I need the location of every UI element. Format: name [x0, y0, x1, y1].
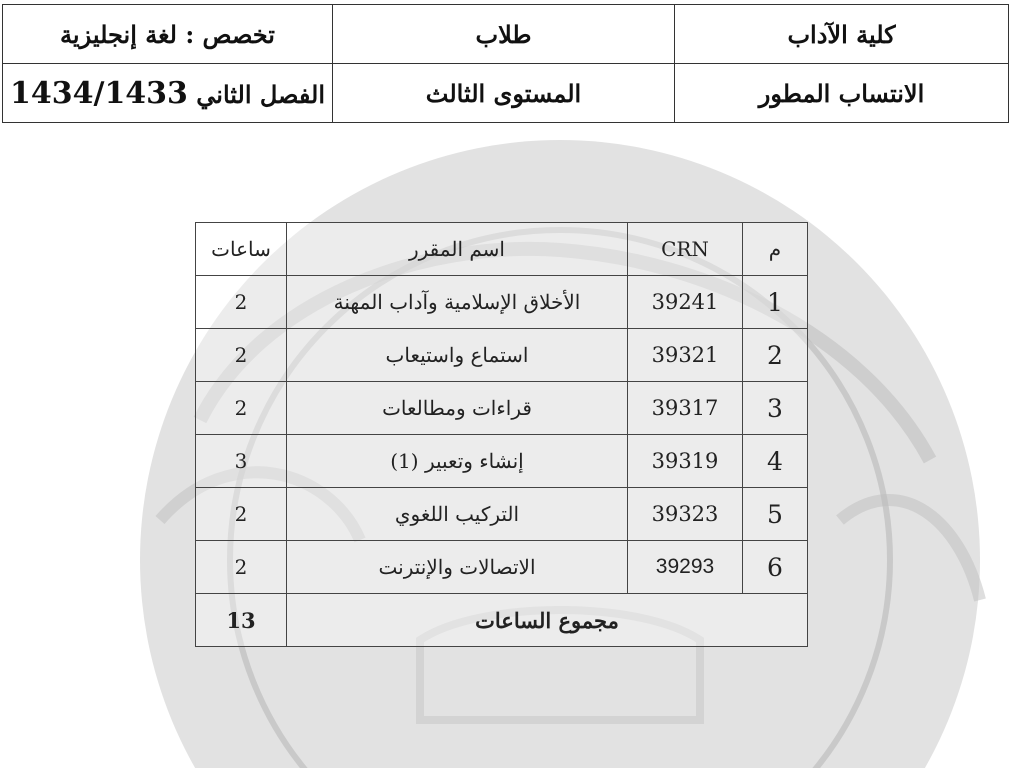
row-hours: 2	[196, 329, 287, 382]
row-index: 6	[743, 541, 808, 594]
row-index: 3	[743, 382, 808, 435]
header-row-1	[3, 5, 1009, 64]
specialization: تخصص : لغة إنجليزية	[3, 5, 333, 64]
table-row	[196, 541, 808, 594]
academic-year: 1434/1433	[9, 75, 188, 111]
row-crn: 39293	[628, 541, 743, 594]
row-crn: 39241	[628, 276, 743, 329]
row-hours: 2	[196, 276, 287, 329]
row-hours: 2	[196, 382, 287, 435]
col-header-index: م	[743, 223, 808, 276]
col-header-course-name: اسم المقرر	[287, 223, 628, 276]
col-header-crn: CRN	[628, 223, 743, 276]
semester-label: الفصل الثاني	[196, 79, 325, 109]
table-row	[196, 488, 808, 541]
row-crn: 39323	[628, 488, 743, 541]
row-crn: 39317	[628, 382, 743, 435]
total-label: مجموع الساعات	[287, 594, 808, 647]
level: المستوى الثالث	[332, 64, 674, 123]
table-row	[196, 435, 808, 488]
row-hours: 2	[196, 541, 287, 594]
row-course-name: التركيب اللغوي	[287, 488, 628, 541]
row-index: 4	[743, 435, 808, 488]
row-hours: 3	[196, 435, 287, 488]
row-index: 2	[743, 329, 808, 382]
row-crn: 39319	[628, 435, 743, 488]
total-hours: 13	[196, 594, 287, 647]
college-name: كلية الآداب	[675, 5, 1009, 64]
row-hours: 2	[196, 488, 287, 541]
row-course-name: قراءات ومطالعات	[287, 382, 628, 435]
row-index: 5	[743, 488, 808, 541]
header-row-2	[3, 64, 1009, 123]
row-crn: 39321	[628, 329, 743, 382]
col-header-hours: ساعات	[196, 223, 287, 276]
row-course-name: استماع واستيعاب	[287, 329, 628, 382]
total-row	[196, 594, 808, 647]
student-type: طلاب	[332, 5, 674, 64]
table-row	[196, 276, 808, 329]
enrollment-type: الانتساب المطور	[675, 64, 1009, 123]
row-course-name: الأخلاق الإسلامية وآداب المهنة	[287, 276, 628, 329]
row-course-name: إنشاء وتعبير (1)	[287, 435, 628, 488]
row-index: 1	[743, 276, 808, 329]
semester	[3, 64, 333, 123]
courses-table	[195, 222, 808, 647]
courses-header-row	[196, 223, 808, 276]
row-course-name: الاتصالات والإنترنت	[287, 541, 628, 594]
program-info-table	[2, 4, 1009, 123]
table-row	[196, 382, 808, 435]
table-row	[196, 329, 808, 382]
